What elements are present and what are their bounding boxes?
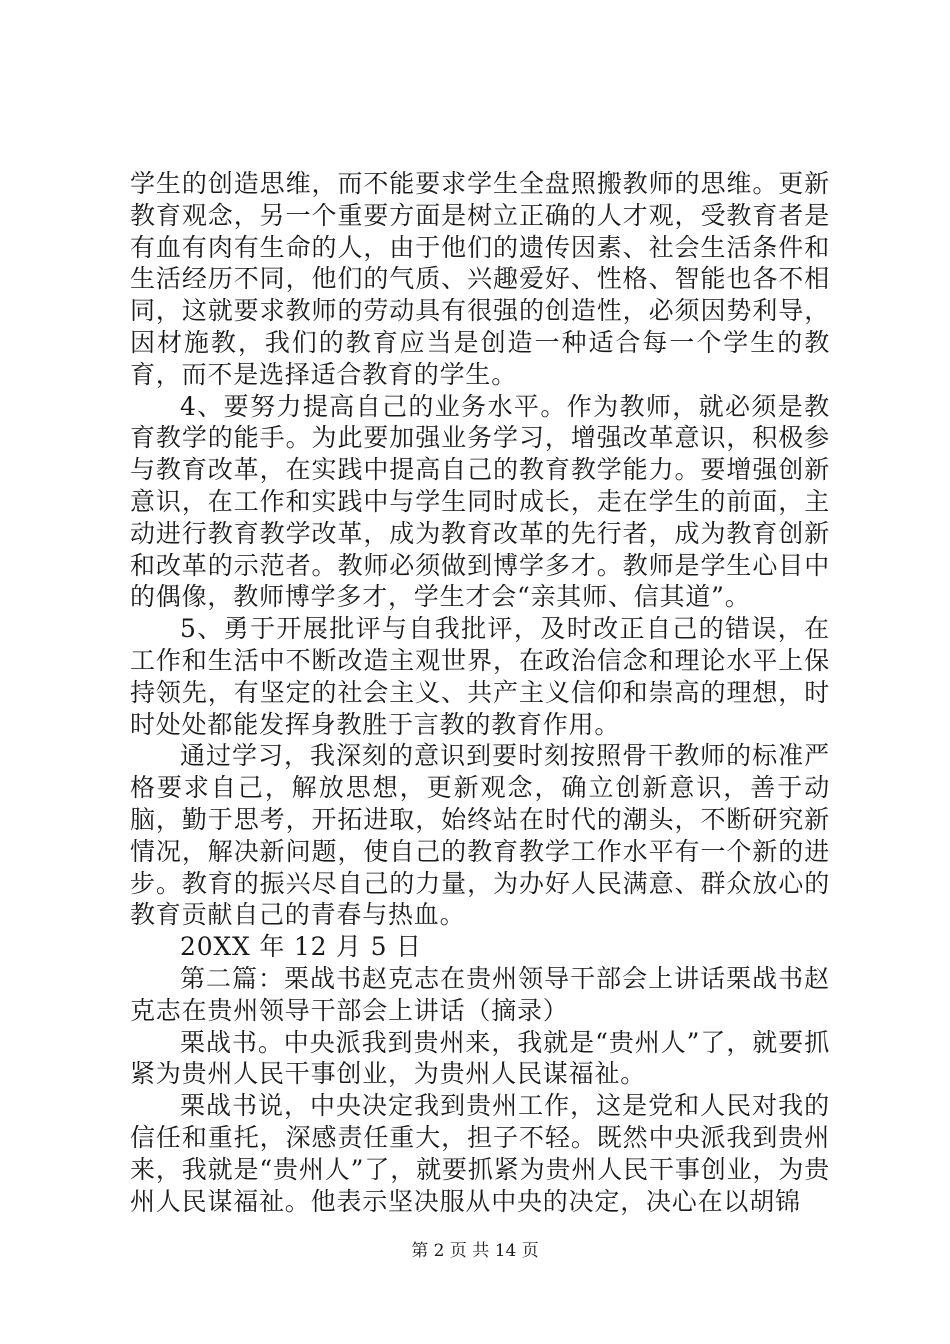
document-body xyxy=(130,168,830,1217)
page-number: 第 2 页 共 14 页 xyxy=(411,1241,539,1261)
paragraph-point-4: 4、要努力提高自己的业务水平。作为教师，就必须是教育教学的能手。为此要加强业务学习，增强改革意识，积极参与教育改革，在实践中提高自己的教育教学能力。要增强创新意识，在工作和实践中与学生同时成长，走在学生的前面，主动进行教育教学改革，成为教育改革的先行者，成为教育创新和改革的示范者。教师必须做到博学多才。教师是学生心目中的偶像，教师博学多才，学生才会“亲其师、信其道”。 xyxy=(130,391,830,612)
paragraph-conclusion: 通过学习，我深刻的意识到要时刻按照骨干教师的标准严格要求自己，解放思想，更新观念，确立创新意识，善于动脑，勤于思考，开拓进取，始终站在时代的潮头，不断研究新情况，解决新问题，使自己的教育教学工作水平有一个新的进步。教育的振兴尽自己的力量，为办好人民满意、群众放心的教育贡献自己的青春与热血。 xyxy=(130,741,830,930)
paragraph-speech-body: 栗战书说，中央决定我到贵州工作，这是党和人民对我的信任和重托，深感责任重大，担子不轻。既然中央派我到贵州来，我就是“贵州人”了，就要抓紧为贵州人民干事创业，为贵州人民谋福祉。他表示坚决服从中央的决定，决心在以胡锦 xyxy=(130,1091,830,1216)
paragraph-point-5: 5、勇于开展批评与自我批评，及时改正自己的错误，在工作和生活中不断改造主观世界，在政治信念和理论水平上保持领先，有坚定的社会主义、共产主义信仰和崇高的理想，时时处处都能发挥身教胜于言教的教育作用。 xyxy=(130,614,830,739)
document-date: 20XX 年 12 月 5 日 xyxy=(180,932,422,962)
paragraph-continuation: 学生的创造思维，而不能要求学生全盘照搬教师的思维。更新教育观念，另一个重要方面是树立正确的人才观，受教育者是有血有肉有生命的人，由于他们的遗传因素、社会生活条件和生活经历不同，他们的气质、兴趣爱好、性格、智能也各不相同，这就要求教师的劳动具有很强的创造性，必须因势利导，因材施教，我们的教育应当是创造一种适合每一个学生的教育，而不是选择适合教育的学生。 xyxy=(130,169,830,389)
paragraph-speech-lead: 栗战书。中央派我到贵州来，我就是“贵州人”了，就要抓紧为贵州人民干事创业，为贵州人民谋福祉。 xyxy=(130,1027,830,1089)
section-heading: 第二篇：栗战书赵克志在贵州领导干部会上讲话栗战书赵克志在贵州领导干部会上讲话（摘录） xyxy=(130,963,830,1025)
